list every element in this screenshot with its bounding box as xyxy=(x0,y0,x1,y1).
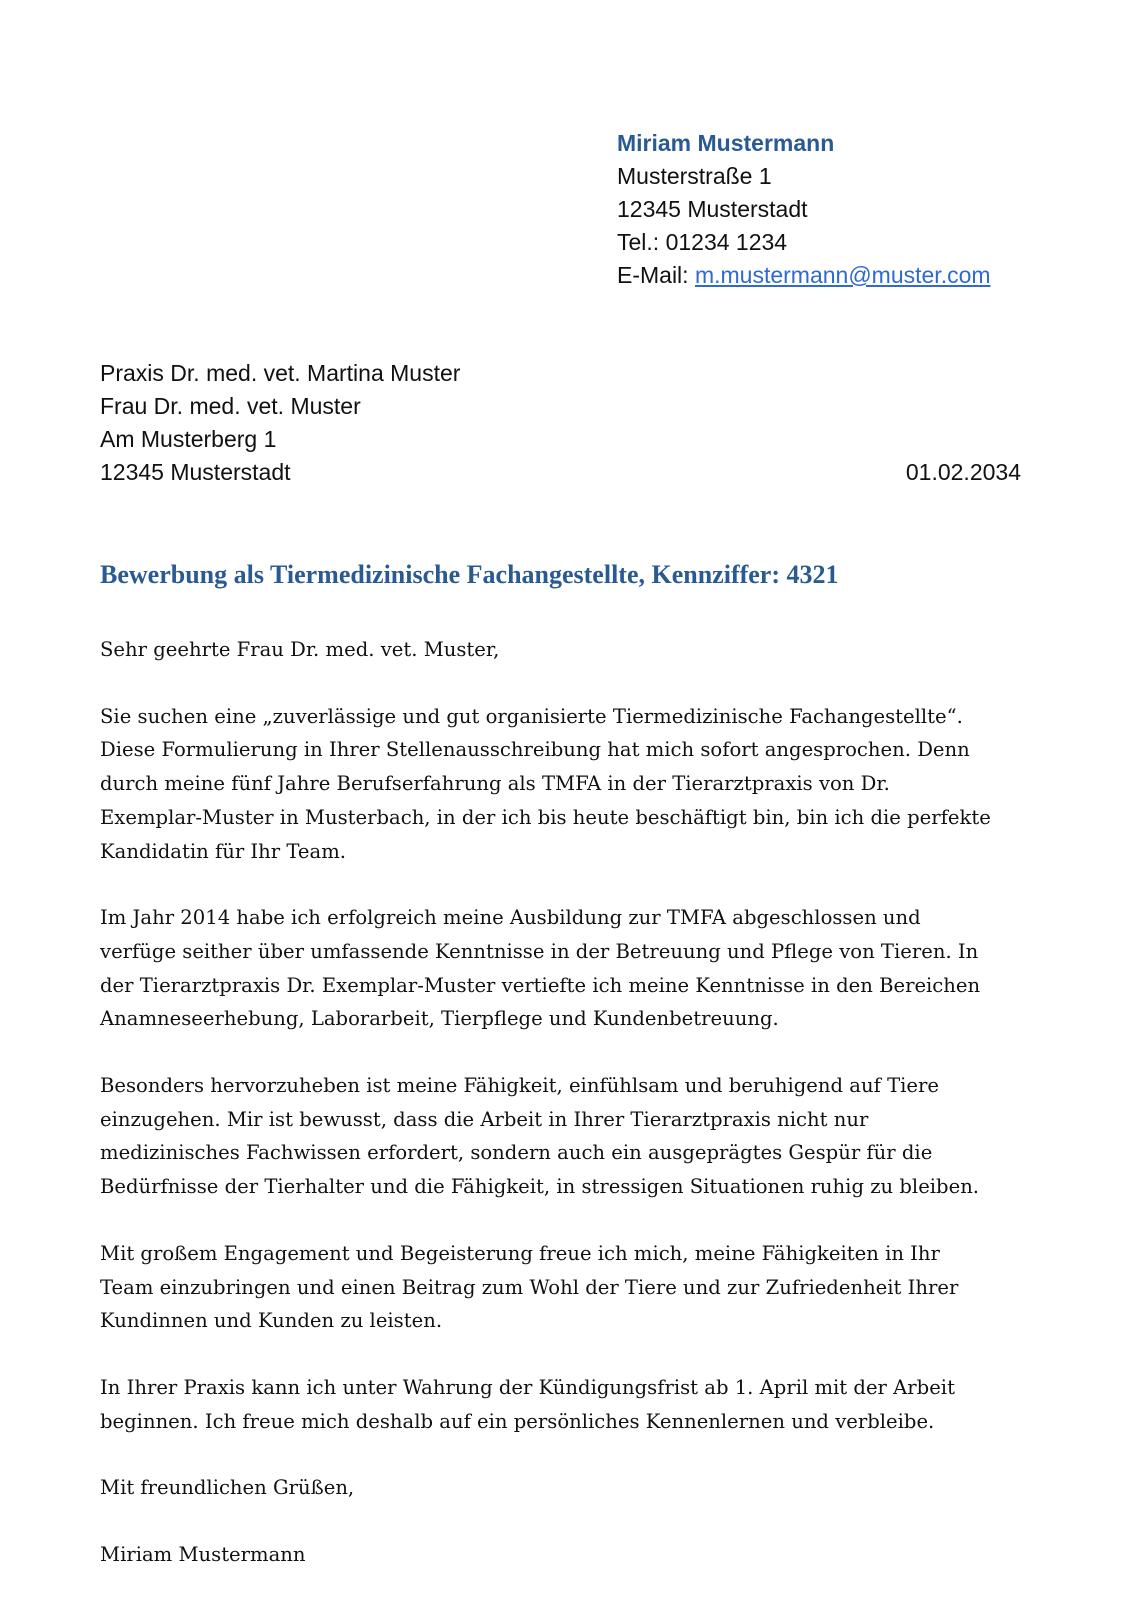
recipient-practice: Praxis Dr. med. vet. Martina Muster xyxy=(100,360,461,386)
paragraph-4 xyxy=(100,1237,1050,1338)
text-line: verfüge seither über umfassende Kenntnisse in der Betreuung und Pflege von Tieren. In xyxy=(100,939,979,963)
paragraph-3 xyxy=(100,1069,1050,1204)
recipient-block xyxy=(100,357,700,489)
text-line: Team einzubringen und einen Beitrag zum Wohl der Tiere und zur Zufriedenheit Ihrer xyxy=(100,1275,959,1299)
paragraph-2 xyxy=(100,901,1050,1036)
paragraph-5 xyxy=(100,1371,1050,1438)
text-line: Bedürfnisse der Tierhalter und die Fähigkeit, in stressigen Situationen ruhig zu bleiben. xyxy=(100,1175,980,1199)
text-line: In Ihrer Praxis kann ich unter Wahrung der Kündigungsfrist ab 1. April mit der Arbeit xyxy=(100,1375,955,1399)
text-line: Mit großem Engagement und Begeisterung freue ich mich, meine Fähigkeiten in Ihr xyxy=(100,1241,940,1265)
subject-line: Bewerbung als Tiermedizinische Fachangestellte, Kennziffer: 4321 xyxy=(100,560,839,589)
sender-phone: Tel.: 01234 1234 xyxy=(617,229,788,255)
sender-email-link[interactable]: m.mustermann@muster.com xyxy=(694,262,991,288)
letter-date: 01.02.2034 xyxy=(905,459,1021,485)
sender-email-row xyxy=(617,259,1077,292)
text-line: Diese Formulierung in Ihrer Stellenausschreibung hat mich sofort angesprochen. Denn xyxy=(100,738,970,762)
recipient-street: Am Musterberg 1 xyxy=(100,426,277,452)
salutation-text: Sehr geehrte Frau Dr. med. vet. Muster, xyxy=(100,638,500,661)
signature xyxy=(100,1538,1050,1572)
closing xyxy=(100,1471,1050,1505)
sender-email-label: E-Mail: xyxy=(617,262,695,288)
text-line: Kandidatin für Ihr Team. xyxy=(100,839,347,863)
paragraph-1 xyxy=(100,700,1050,869)
closing-text: Mit freundlichen Grüßen, xyxy=(100,1476,355,1500)
signature-name: Miriam Mustermann xyxy=(100,1543,306,1567)
letter-body xyxy=(100,633,1050,1605)
sender-block xyxy=(617,127,1077,292)
text-line: durch meine fünf Jahre Berufserfahrung als TMFA in der Tierarztpraxis von Dr. xyxy=(100,772,890,796)
sender-city: 12345 Musterstadt xyxy=(617,196,808,222)
text-line: Besonders hervorzuheben ist meine Fähigkeit, einfühlsam und beruhigend auf Tiere xyxy=(100,1074,939,1098)
text-line: Exemplar-Muster in Musterbach, in der ich bis heute beschäftigt bin, bin ich die perfekte xyxy=(100,805,991,829)
text-line: Sie suchen eine „zuverlässige und gut organisierte Tiermedizinische Fachangestellte“. xyxy=(100,704,963,728)
text-line: der Tierarztpraxis Dr. Exemplar-Muster vertiefte ich meine Kenntnisse in den Bereichen xyxy=(100,973,981,997)
sender-street: Musterstraße 1 xyxy=(617,163,772,189)
sender-name: Miriam Mustermann xyxy=(617,130,835,156)
text-line: medizinisches Fachwissen erfordert, sondern auch ein ausgeprägtes Gespür für die xyxy=(100,1141,933,1165)
text-line: einzugehen. Mir ist bewusst, dass die Arbeit in Ihrer Tierarztpraxis nicht nur xyxy=(100,1107,869,1131)
text-line: Kundinnen und Kunden zu leisten. xyxy=(100,1309,443,1333)
recipient-city: 12345 Musterstadt xyxy=(100,459,291,485)
salutation xyxy=(100,633,1050,667)
text-line: beginnen. Ich freue mich deshalb auf ein persönliches Kennenlernen und verbleibe. xyxy=(100,1409,935,1433)
recipient-person: Frau Dr. med. vet. Muster xyxy=(100,393,361,419)
text-line: Im Jahr 2014 habe ich erfolgreich meine Ausbildung zur TMFA abgeschlossen und xyxy=(100,906,921,930)
text-line: Anamneseerhebung, Laborarbeit, Tierpflege und Kundenbetreuung. xyxy=(100,1007,779,1031)
